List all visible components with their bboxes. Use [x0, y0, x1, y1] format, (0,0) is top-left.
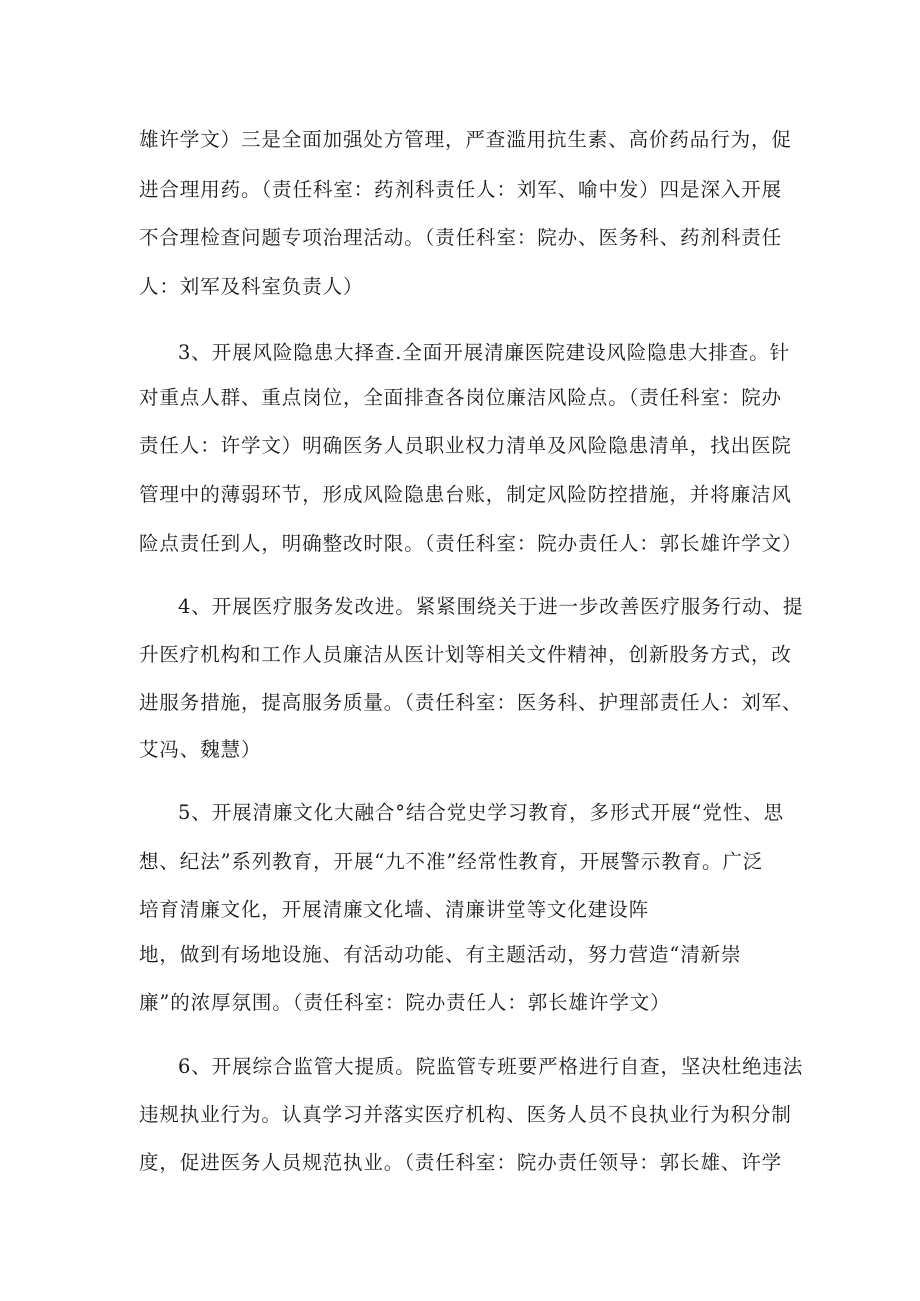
text-line: 3、开展风险隐患大择查.全面开展清廉医院建设风险隐患大排查。针 [178, 341, 791, 364]
text-line: 进合理用药。（责任科室：药剂科责任人：刘军、喻中发）四是深入开展 [139, 178, 783, 201]
text-line: 培育清廉文化，开展清廉文化墙、清廉讲堂等文化建设阵 [139, 898, 650, 921]
text-line: 4、开展医疗服务发改进。紧紧围绕关于进一步改善医疗服务行动、提 [178, 595, 804, 618]
text-line: 廉”的浓厚氛围。（责任科室：院办责任人：郭长雄许学文） [139, 991, 671, 1014]
text-line: 险点责任到人，明确整改时限。（责任科室：院办责任人：郭长雄许学文） [139, 532, 803, 555]
text-line: 不合理检查问题专项治理活动。（责任科室：院办、医务科、药剂科责任 [139, 226, 783, 249]
text-line: 6、开展综合监管大提质。院监管专班要严格进行自查，坚决杜绝违法 [178, 1055, 804, 1078]
text-line: 艾冯、魏慧） [139, 738, 262, 761]
text-line: 想、纪法”系列教育，开展“九不准”经常性教育，开展警示教育。广泛 [139, 850, 764, 873]
text-line: 升医疗机构和工作人员廉洁从医计划等相关文件精神，创新股务方式，改 [139, 643, 792, 666]
text-line: 管理中的薄弱环节，形成风险隐患台账，制定风险防控措施，并将廉洁风 [139, 483, 792, 506]
text-line: 人：刘军及科室负责人） [139, 275, 364, 298]
text-line: 违规执业行为。认真学习并落实医疗机构、医务人员不良执业行为积分制 [139, 1103, 792, 1126]
text-line: 对重点人群、重点岗位，全面排查各岗位廉洁风险点。（责任科室：院办 [139, 386, 783, 409]
text-line: 5、开展清廉文化大融合°结合党史学习教育，多形式开展“党性、思 [178, 801, 785, 824]
text-line: 雄许学文）三是全面加强处方管理，严查滥用抗生素、高价药品行为，促 [139, 128, 792, 151]
text-line: 进服务措施，提高服务质量。（责任科室：医务科、护理部责任人：刘军、 [139, 691, 803, 714]
text-line: 度，促进医务人员规范执业。（责任科室：院办责任领导：郭长雄、许学 [139, 1151, 783, 1174]
text-line: 地，做到有场地设施、有活动功能、有主题活动，努力营造“清新崇 [139, 943, 742, 966]
text-line: 责任人：许学文）明确医务人员职业权力清单及风险隐患清单，找出医院 [139, 434, 792, 457]
